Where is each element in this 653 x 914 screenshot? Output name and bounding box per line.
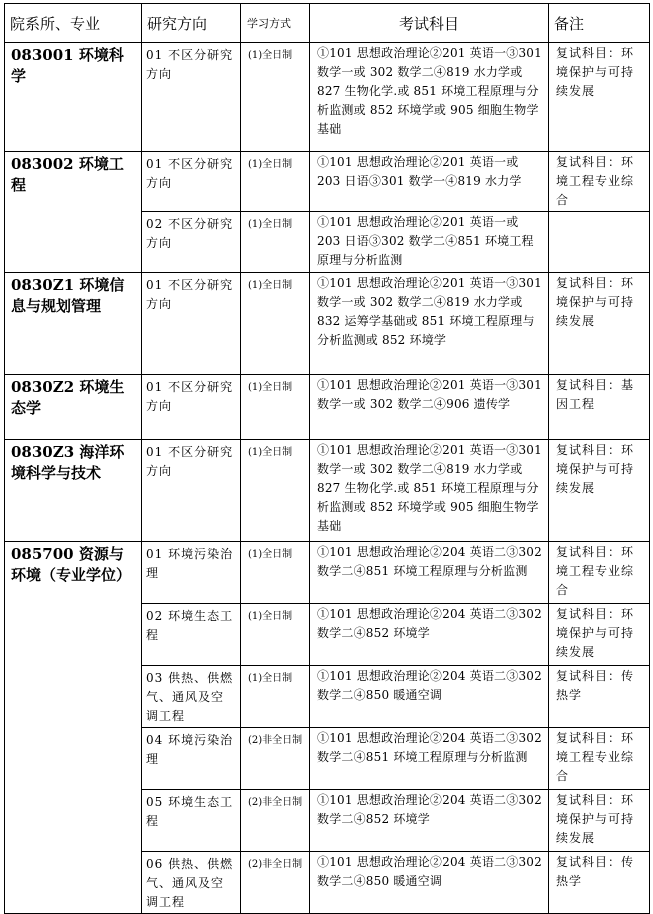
table-row [5,440,650,542]
header-department-major: 院系所、专业 [5,4,142,43]
notes-cell: 复试科目：环境保护与可持续发展 [549,790,650,852]
research-direction-cell: 01 环境污染治理 [142,542,241,604]
exam-subjects-cell: ①101 思想政治理论②204 英语二③302 数学二④852 环境学 [310,604,549,666]
exam-subjects-cell: ①101 思想政治理论②201 英语一③301 数学一或 302 数学二④906 遗传学 [310,375,549,440]
notes-cell [549,212,650,273]
research-direction-cell: 01 不区分研究方向 [142,440,241,542]
study-mode-cell: (1)全日制 [241,604,310,666]
major-name: 0830Z2 环境生态学 [5,375,142,440]
study-mode-cell: (2)非全日制 [241,790,310,852]
notes-cell: 复试科目：环境保护与可持续发展 [549,43,650,152]
exam-subjects-cell: ①101 思想政治理论②204 英语二③302 数学二④850 暖通空调 [310,852,549,914]
research-direction-cell: 06 供热、供燃气、通风及空调工程 [142,852,241,914]
study-mode-cell: (1)全日制 [241,440,310,542]
exam-subjects-cell: ①101 思想政治理论②204 英语二③302 数学二④852 环境学 [310,790,549,852]
research-direction-cell: 05 环境生态工程 [142,790,241,852]
research-direction-cell: 01 不区分研究方向 [142,273,241,375]
header-notes: 备注 [549,4,650,43]
research-direction-cell: 01 不区分研究方向 [142,43,241,152]
study-mode-cell: (1)全日制 [241,375,310,440]
study-mode-cell: (1)全日制 [241,43,310,152]
research-direction-cell: 02 不区分研究方向 [142,212,241,273]
study-mode-cell: (1)全日制 [241,273,310,375]
header-exam-subjects: 考试科目 [310,4,549,43]
exam-subjects-cell: ①101 思想政治理论②204 英语二③302 数学二④851 环境工程原理与分析监测 [310,728,549,790]
exam-subjects-cell: ①101 思想政治理论②201 英语一③301 数学一或 302 数学二④819 水力学或 827 生物化学.或 851 环境工程原理与分析监测或 852 环境学或 905 细胞生物学基础 [310,43,549,152]
notes-cell: 复试科目：环境保护与可持续发展 [549,273,650,375]
research-direction-cell: 01 不区分研究方向 [142,375,241,440]
study-mode-cell: (1)全日制 [241,542,310,604]
research-direction-cell: 01 不区分研究方向 [142,152,241,212]
exam-subjects-cell: ①101 思想政治理论②201 英语一③301 数学一或 302 数学二④819 水力学或 832 运筹学基础或 851 环境工程原理与分析监测或 852 环境学 [310,273,549,375]
notes-cell: 复试科目：环境保护与可持续发展 [549,604,650,666]
major-name: 083002 环境工程 [5,152,142,273]
exam-subjects-cell: ①101 思想政治理论②201 英语一③301 数学一或 302 数学二④819 水力学或 827 生物化学.或 851 环境工程原理与分析监测或 852 环境学或 905 细胞生物学基础 [310,440,549,542]
notes-cell: 复试科目：环境工程专业综合 [549,542,650,604]
major-name: 085700 资源与环境（专业学位） [5,542,142,914]
major-name: 0830Z1 环境信息与规划管理 [5,273,142,375]
major-name: 0830Z3 海洋环境科学与技术 [5,440,142,542]
admissions-table [4,3,650,914]
notes-cell: 复试科目：环境工程专业综合 [549,728,650,790]
study-mode-cell: (1)全日制 [241,666,310,728]
table-row [5,542,650,604]
exam-subjects-cell: ①101 思想政治理论②201 英语一或 203 日语③302 数学二④851 环境工程原理与分析监测 [310,212,549,273]
study-mode-cell: (1)全日制 [241,152,310,212]
major-name: 083001 环境科学 [5,43,142,152]
study-mode-cell: (2)非全日制 [241,852,310,914]
exam-subjects-cell: ①101 思想政治理论②204 英语二③302 数学二④850 暖通空调 [310,666,549,728]
header-study-mode: 学习方式 [241,4,310,43]
study-mode-cell: (1)全日制 [241,212,310,273]
notes-cell: 复试科目：环境工程专业综合 [549,152,650,212]
table-row [5,375,650,440]
header-research-direction: 研究方向 [142,4,241,43]
notes-cell: 复试科目：基因工程 [549,375,650,440]
table-row [5,273,650,375]
notes-cell: 复试科目：传热学 [549,666,650,728]
notes-cell: 复试科目：传热学 [549,852,650,914]
table-row [5,152,650,212]
research-direction-cell: 04 环境污染治理 [142,728,241,790]
table-row [5,43,650,152]
exam-subjects-cell: ①101 思想政治理论②204 英语二③302 数学二④851 环境工程原理与分析监测 [310,542,549,604]
research-direction-cell: 03 供热、供燃气、通风及空调工程 [142,666,241,728]
notes-cell: 复试科目：环境保护与可持续发展 [549,440,650,542]
exam-subjects-cell: ①101 思想政治理论②201 英语一或 203 日语③301 数学一④819 水力学 [310,152,549,212]
research-direction-cell: 02 环境生态工程 [142,604,241,666]
header-row [5,4,650,43]
study-mode-cell: (2)非全日制 [241,728,310,790]
